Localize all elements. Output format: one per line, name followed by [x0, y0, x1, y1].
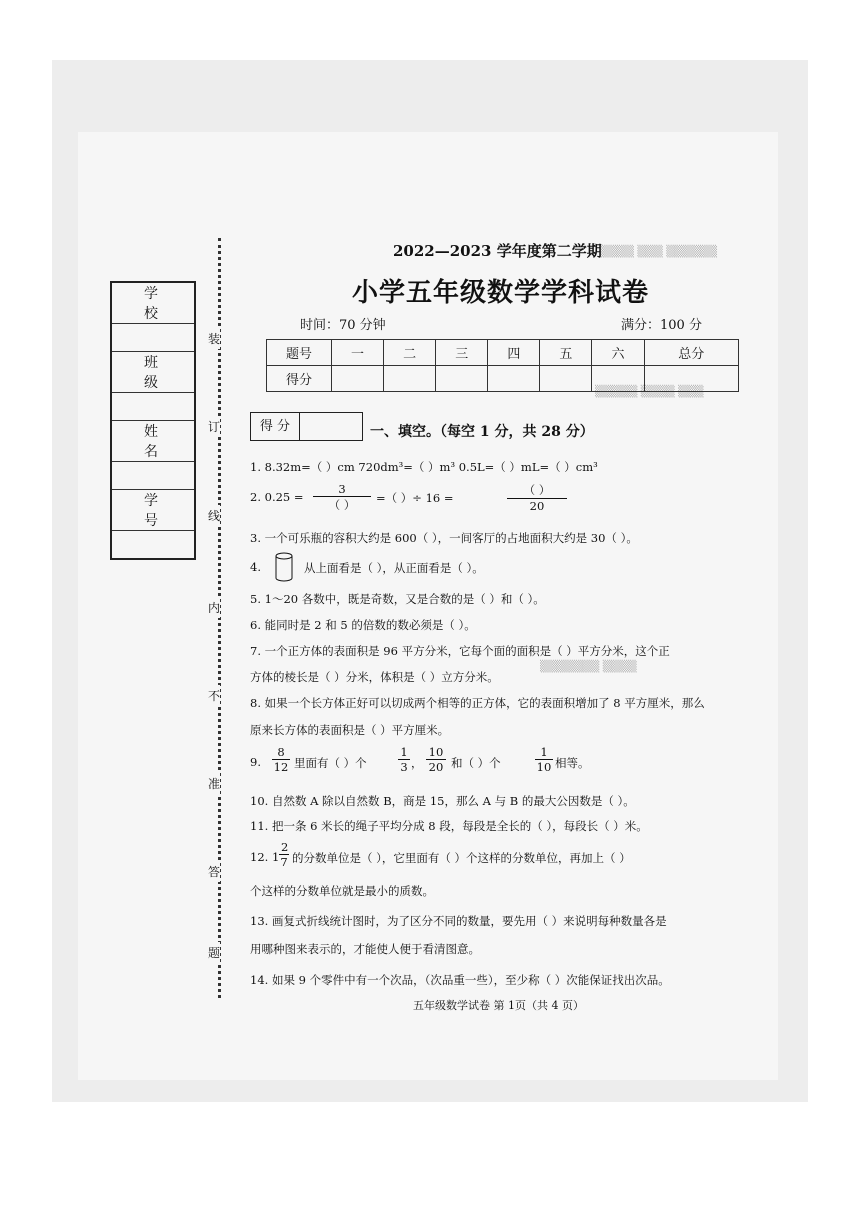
fraction-denominator: 10 [536, 760, 552, 774]
score-header-cell: 四 [488, 340, 540, 366]
question-12-line2: 个这样的分数单位就是最小的质数。 [250, 884, 434, 898]
question-2-lead: 2. 0.25 = [250, 490, 304, 504]
info-field-name[interactable] [111, 462, 195, 490]
score-header-cell: 三 [436, 340, 488, 366]
fraction-denominator: 3 [400, 760, 408, 774]
bleed-through: ▒▒▒▒▒▒▒ ▒▒▒▒ [540, 660, 637, 673]
question-9-number: 9. [250, 755, 261, 769]
score-cell[interactable] [540, 366, 592, 392]
question-13-line1: 13. 画复式折线统计图时，为了区分不同的数量，要先用（ ）来说明每种数量各是 [250, 914, 667, 928]
info-label-name: 姓 名 [111, 421, 195, 462]
question-11: 11. 把一条 6 米长的绳子平均分成 8 段，每段是全长的（ ），每段长（ ）米。 [250, 819, 648, 833]
section-title: 一、填空。（每空 1 分，共 28 分） [370, 424, 594, 440]
score-cell[interactable] [384, 366, 436, 392]
score-cell[interactable] [332, 366, 384, 392]
student-info-table [110, 281, 196, 560]
section-score-box [250, 412, 363, 441]
question-3: 3. 一个可乐瓶的容积大约是 600（ ），一间客厅的占地面积大约是 30（ ）。 [250, 531, 638, 545]
seal-char: 准 [208, 773, 220, 794]
fraction-numerator: 10 [426, 745, 446, 760]
fraction-denominator: 20 [428, 760, 444, 774]
score-header-cell: 总分 [644, 340, 738, 366]
question-2-middle: =（ ）÷ 16 = [376, 491, 454, 505]
question-9-separator: ， [411, 756, 423, 770]
question-12-number: 12. 1 [250, 850, 280, 864]
fraction [535, 745, 553, 774]
question-7-line1: 7. 一个正方体的表面积是 96 平方分米，它每个面的面积是（ ）平方分米，这个正 [250, 644, 670, 658]
score-table [266, 339, 739, 392]
score-header-cell: 题号 [267, 340, 332, 366]
question-5: 5. 1～20 各数中，既是奇数，又是合数的是（ ）和（ ）。 [250, 592, 545, 606]
question-4-number: 4. [250, 560, 261, 574]
bleed-through: ▒▒▒▒▒ ▒▒▒▒ ▒▒▒ [595, 385, 704, 398]
question-13-line2: 用哪种图来表示的，才能使人便于看清图意。 [250, 942, 480, 956]
page-footer: 五年级数学试卷 第 1页（共 4 页） [413, 999, 584, 1012]
score-cell[interactable] [436, 366, 488, 392]
full-score: 满分：100 分 [621, 318, 702, 333]
fraction-numerator: 1 [398, 745, 410, 760]
score-cell[interactable] [592, 366, 644, 392]
fraction-denominator: 7 [280, 855, 288, 869]
fraction-numerator: （ ） [507, 482, 567, 499]
seal-char: 题 [208, 942, 220, 963]
score-header-cell: 一 [332, 340, 384, 366]
question-14: 14. 如果 9 个零件中有一个次品，（次品重一些），至少称（ ）次能保证找出次品。 [250, 973, 670, 987]
info-label-class: 班 级 [111, 352, 195, 393]
score-row-label: 得分 [267, 366, 332, 392]
score-header-cell: 二 [384, 340, 436, 366]
section-score-label: 得 分 [251, 413, 300, 440]
question-9-text: 和（ ）个 [451, 756, 501, 770]
info-field-school[interactable] [111, 324, 195, 352]
binding-line [218, 238, 221, 998]
score-header-cell: 五 [540, 340, 592, 366]
info-label-school: 学 校 [111, 282, 195, 324]
score-cell[interactable] [644, 366, 738, 392]
question-8-line2: 原来长方体的表面积是（ ）平方厘米。 [250, 723, 450, 737]
score-cell[interactable] [488, 366, 540, 392]
info-field-class[interactable] [111, 393, 195, 421]
fraction [507, 482, 567, 513]
info-label-number: 学 号 [111, 490, 195, 531]
fraction-denominator: （ ） [328, 498, 356, 512]
score-header-cell: 六 [592, 340, 644, 366]
question-9-text: 相等。 [555, 756, 590, 770]
seal-char: 订 [208, 416, 220, 437]
fraction-numerator: 3 [313, 482, 371, 497]
exam-title: 小学五年级数学学科试卷 [352, 278, 650, 308]
fraction [398, 745, 410, 774]
seal-char: 内 [208, 597, 220, 618]
seal-char: 装 [208, 328, 220, 349]
question-10: 10. 自然数 A 除以自然数 B，商是 15，那么 A 与 B 的最大公因数是（ ）。 [250, 794, 635, 808]
question-1: 1. 8.32m=（ ）cm 720dm³=（ ）m³ 0.5L=（ ）mL=（ ）cm³ [250, 460, 598, 474]
fraction-numerator: 8 [272, 745, 290, 760]
fraction-denominator: 20 [529, 499, 545, 513]
fraction-numerator: 2 [281, 840, 289, 854]
question-9-text: 里面有（ ）个 [294, 756, 367, 770]
seal-char: 答 [208, 861, 220, 882]
question-8-line1: 8. 如果一个长方体正好可以切成两个相等的正方体，它的表面积增加了 8 平方厘米，那么 [250, 696, 705, 710]
seal-char: 不 [208, 685, 220, 706]
bleed-through: ▒▒▒▒ ▒▒▒ ▒▒▒▒▒▒ [600, 245, 717, 258]
question-12-line1: 的分数单位是（ ），它里面有（ ）个这样的分数单位，再加上（ ） [292, 851, 631, 865]
question-7-line2: 方体的棱长是（ ）分米，体积是（ ）立方分米。 [250, 670, 499, 684]
question-6: 6. 能同时是 2 和 5 的倍数的数必须是（ ）。 [250, 618, 476, 632]
seal-char: 线 [208, 505, 220, 526]
exam-time: 时间：70 分钟 [300, 318, 386, 333]
term-heading: 2022—2023 学年度第二学期 [393, 242, 602, 260]
fraction [313, 482, 371, 513]
info-field-number[interactable] [111, 531, 195, 560]
question-4: 从上面看是（ ），从正面看是（ ）。 [304, 561, 484, 575]
fraction [272, 745, 290, 774]
fraction [426, 745, 446, 774]
fraction-denominator: 12 [273, 760, 289, 774]
fraction [279, 840, 289, 869]
fraction-numerator: 1 [535, 745, 553, 760]
cylinder-icon [274, 552, 294, 582]
